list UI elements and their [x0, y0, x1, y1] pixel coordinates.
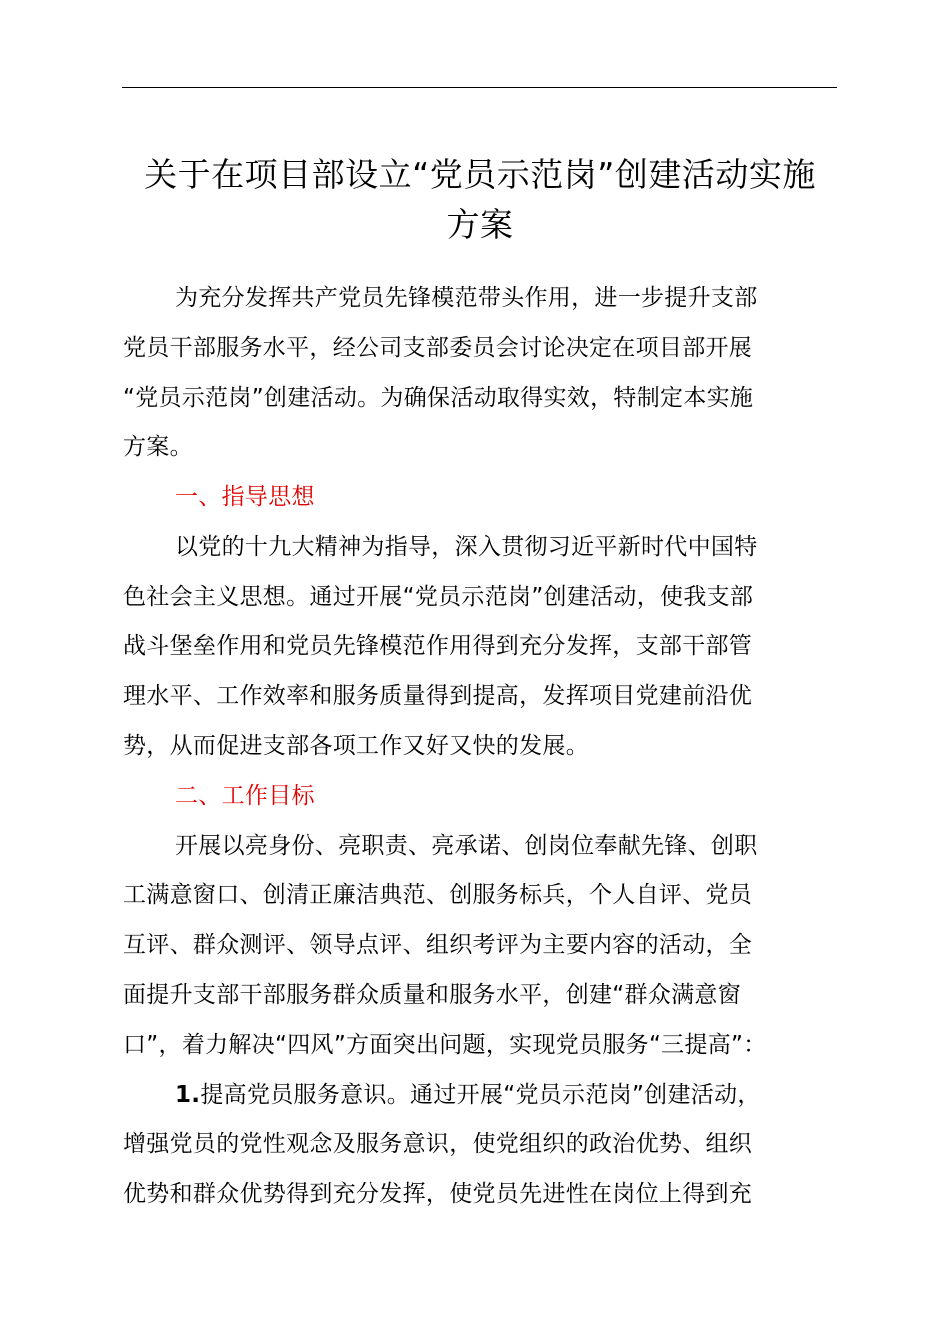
section2-line: 工满意窗口、创清正廉洁典范、创服务标兵，个人自评、党员	[123, 882, 753, 908]
list-item-1-line: 增强党员的党性观念及服务意识，使党组织的政治优势、组织	[123, 1131, 753, 1157]
header-rule	[122, 87, 837, 88]
list-item-1	[175, 1080, 838, 1110]
section1-line: 以党的十九大精神为指导，深入贯彻习近平新时代中国特	[175, 534, 758, 560]
section2-line: 开展以亮身份、亮职责、亮承诺、创岗位奉献先锋、创职	[175, 833, 758, 859]
intro-line: 方案。	[123, 434, 193, 460]
list-item-number: 1.	[175, 1082, 201, 1108]
section1-line: 战斗堡垒作用和党员先锋模范作用得到充分发挥，支部干部管	[123, 633, 753, 659]
section1-line: 理水平、工作效率和服务质量得到提高，发挥项目党建前沿优	[123, 683, 753, 709]
section1-line: 色社会主义思想。通过开展“党员示范岗”创建活动，使我支部	[123, 584, 754, 610]
list-item-text: 提高党员服务意识。通过开展“党员示范岗”创建活动，	[200, 1082, 761, 1108]
section-heading-guiding-ideology: 一、指导思想	[175, 484, 315, 510]
intro-line: 为充分发挥共产党员先锋模范带头作用，进一步提升支部	[175, 285, 758, 311]
list-item-1-line: 优势和群众优势得到充分发挥，使党员先进性在岗位上得到充	[123, 1181, 753, 1207]
title-line-2: 方案	[446, 205, 514, 244]
section1-line: 势，从而促进支部各项工作又好又快的发展。	[123, 733, 589, 759]
section2-line: 面提升支部干部服务群众质量和服务水平，创建“群众满意窗	[123, 982, 742, 1008]
document-title	[110, 150, 850, 250]
section-heading-work-goals: 二、工作目标	[175, 783, 315, 809]
section2-line: 口”，着力解决“四风”方面突出问题，实现党员服务“三提高”：	[123, 1032, 767, 1058]
intro-line: 党员干部服务水平，经公司支部委员会讨论决定在项目部开展	[123, 335, 753, 361]
title-line-1: 关于在项目部设立“党员示范岗”创建活动实施	[144, 155, 816, 194]
intro-line: “党员示范岗”创建活动。为确保活动取得实效，特制定本实施	[123, 385, 754, 411]
section2-line: 互评、群众测评、领导点评、组织考评为主要内容的活动，全	[123, 932, 753, 958]
